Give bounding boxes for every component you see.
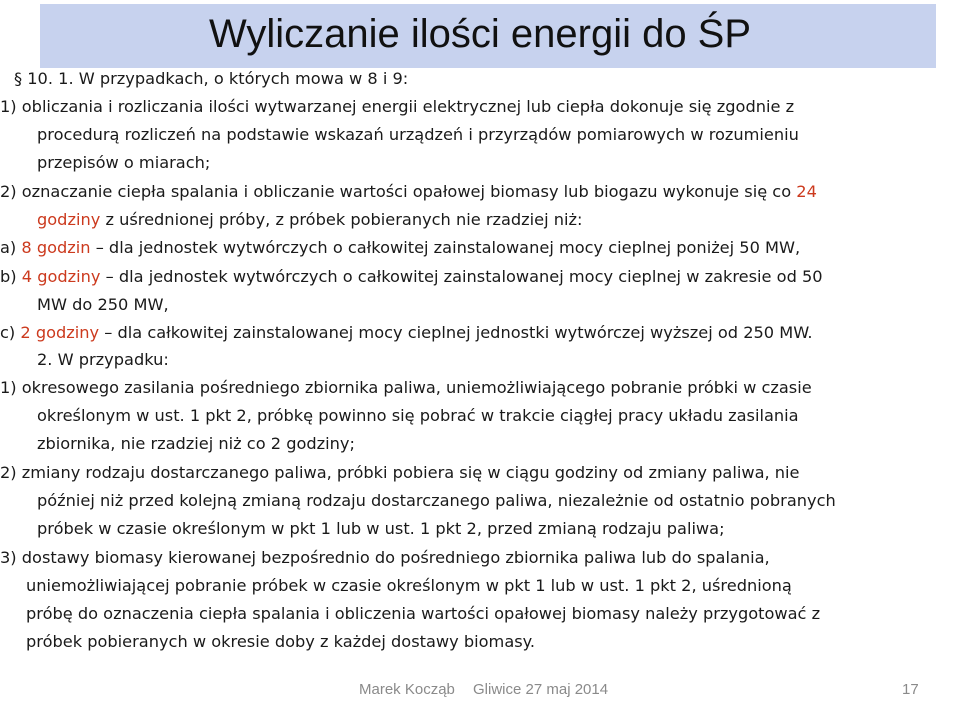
slide-title: Wyliczanie ilości energii do ŚP bbox=[208, 12, 752, 56]
line-text: MW do 250 MW, bbox=[37, 295, 169, 314]
line-text: przepisów o miarach; bbox=[37, 153, 211, 172]
line-text: procedurą rozliczeń na podstawie wskazań urządzeń i przyrządów pomiarowych w rozumieniu bbox=[37, 125, 799, 144]
line-text: 1) okresowego zasilania pośredniego zbiornika paliwa, uniemożliwiającego pobranie próbki w czasie bbox=[0, 378, 812, 397]
footer-author: Marek Kocząb bbox=[359, 681, 455, 698]
highlight-text: 24 bbox=[796, 182, 817, 201]
line-text: później niż przed kolejną zmianą rodzaju dostarczanego paliwa, niezależnie od ostatnio pobranych bbox=[37, 491, 836, 510]
highlight-text: 8 godzin bbox=[21, 238, 91, 257]
paragraph-2-cont bbox=[37, 209, 582, 231]
line-text: 2. W przypadku: bbox=[37, 350, 169, 369]
line-text: określonym w ust. 1 pkt 2, próbkę powinno się pobrać w trakcie ciągłej pracy układu zasilania bbox=[37, 406, 799, 425]
line-text: 1) obliczania i rozliczania ilości wytwarzanej energii elektrycznej lub ciepła dokonuje się zgodnie z bbox=[0, 97, 795, 116]
line-text: 2) oznaczanie ciepła spalania i obliczanie wartości opałowej biomasy lub biogazu wykonuje się co bbox=[0, 182, 797, 201]
item-c bbox=[0, 322, 813, 344]
line-text: b) bbox=[0, 267, 22, 286]
line-text: 3) dostawy biomasy kierowanej bezpośrednio do pośredniego zbiornika paliwa lub do spalania, bbox=[0, 548, 770, 567]
line-text: – dla jednostek wytwórczych o całkowitej zainstalowanej mocy cieplnej w zakresie od 50 bbox=[100, 267, 823, 286]
line-text: – dla jednostek wytwórczych o całkowitej zainstalowanej mocy cieplnej poniżej 50 MW, bbox=[90, 238, 801, 257]
item-b bbox=[0, 266, 823, 288]
paragraph-2 bbox=[0, 181, 817, 203]
bullet-icon: § bbox=[14, 69, 28, 88]
item-a bbox=[0, 237, 800, 259]
highlight-text: godziny bbox=[37, 210, 101, 229]
line-text: 2) zmiany rodzaju dostarczanego paliwa, próbki pobiera się w ciągu godziny od zmiany paliwa, nie bbox=[0, 463, 800, 482]
line-text: z uśrednionej próby, z próbek pobieranych nie rzadziej niż: bbox=[100, 210, 583, 229]
line-text: 10. 1. W przypadkach, o których mowa w 8 i 9: bbox=[27, 69, 409, 88]
highlight-text: 4 godziny bbox=[21, 267, 101, 286]
line-text: próbę do oznaczenia ciepła spalania i obliczenia wartości opałowej biomasy należy przygotować z bbox=[26, 604, 821, 623]
line-text: próbek pobieranych w okresie doby z każdej dostawy biomasy. bbox=[26, 632, 536, 651]
line-text: c) bbox=[0, 323, 21, 342]
paragraph-10 bbox=[14, 68, 408, 90]
highlight-text: 2 godziny bbox=[20, 323, 100, 342]
line-text: próbek w czasie określonym w pkt 1 lub w ust. 1 pkt 2, przed zmianą rodzaju paliwa; bbox=[37, 519, 725, 538]
footer-date: Gliwice 27 maj 2014 bbox=[473, 681, 609, 698]
line-text: a) bbox=[0, 238, 22, 257]
line-text: zbiornika, nie rzadziej niż co 2 godziny; bbox=[37, 434, 355, 453]
line-text: uniemożliwiającej pobranie próbek w czasie określonym w pkt 1 lub w ust. 1 pkt 2, uśrednioną bbox=[26, 576, 792, 595]
line-text: – dla całkowitej zainstalowanej mocy cieplnej jednostki wytwórczej wyższej od 250 MW. bbox=[99, 323, 813, 342]
page-number: 17 bbox=[902, 681, 919, 698]
